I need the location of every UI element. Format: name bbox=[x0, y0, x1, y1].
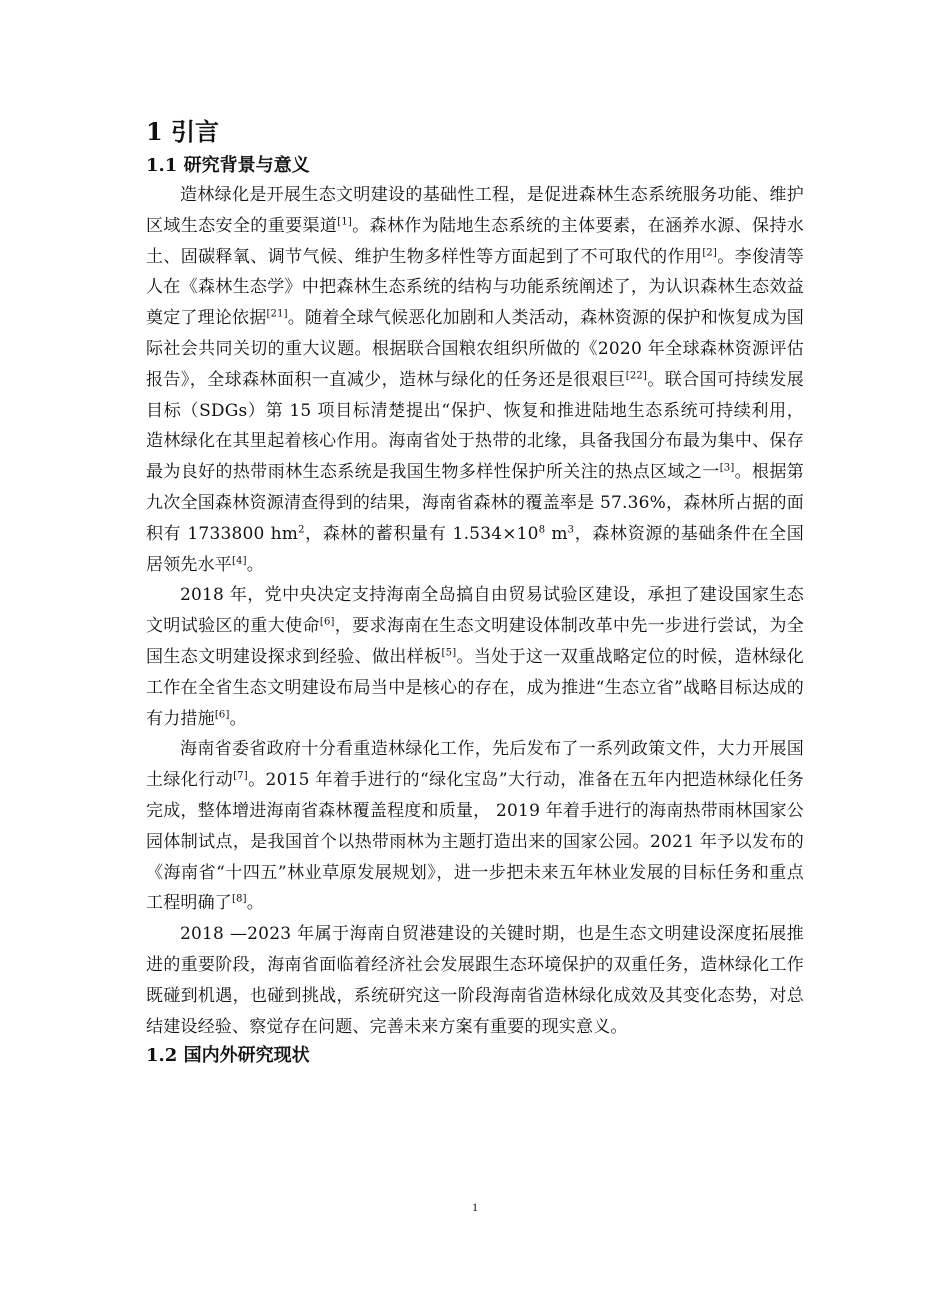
chapter-heading: 1 引言 bbox=[146, 117, 220, 146]
text-run: ，森林的蓄积量有 1.534×10 bbox=[304, 523, 539, 544]
superscript: 2 bbox=[298, 524, 305, 536]
superscript: [6] bbox=[214, 708, 230, 720]
superscript: [21] bbox=[266, 308, 288, 320]
text-run: m bbox=[545, 523, 568, 544]
superscript: [1] bbox=[337, 216, 352, 228]
superscript: [8] bbox=[232, 893, 247, 905]
text-run: 2018 年，党中央决定支持海南全岛搞自由贸易试验区建设，承担了建设国家生态文明试验区的重大使命 bbox=[146, 585, 804, 637]
text-run: 海南省委省政府十分看重造林绿化工作，先后发布了一系列政策文件，大力开展国土绿化行动 bbox=[146, 739, 804, 791]
superscript: [22] bbox=[625, 370, 648, 382]
text-run: 2018 —2023 年属于海南自贸港建设的关键时期，也是生态文明建设深度拓展推进的重要阶段，海南省面临着经济社会发展跟生态环境保护的双重任务，造林绿化工作既碰到机遇，也碰到挑战，系统研究这一阶段海南省造林绿化成效及其变化态势，对总结建设经验、察觉存在问题、完善未来方案有重要的现实意义。 bbox=[146, 924, 804, 1037]
page-number: 1 bbox=[472, 1200, 478, 1214]
body-paragraph bbox=[146, 734, 804, 919]
superscript: [2] bbox=[702, 246, 718, 258]
text-run: 。 bbox=[246, 554, 264, 575]
body-paragraph bbox=[146, 580, 804, 734]
text-run: 。森林作为陆地生态系统的主体要素，在涵养水源、保持水土、固碳释氧、调节气候、维护生物多样性等方面起到了不可取代的作用 bbox=[146, 215, 804, 267]
superscript: 8 bbox=[538, 524, 546, 536]
text-run: 。 bbox=[246, 893, 264, 914]
body-paragraph bbox=[146, 919, 804, 1042]
superscript: [3] bbox=[719, 462, 735, 474]
section-heading-1-2: 1.2 国内外研究现状 bbox=[146, 1045, 310, 1067]
page-content bbox=[146, 112, 804, 1070]
text-run: 。联合国可持续发展目标（SDGs）第 15 项目标清楚提出“保护、恢复和推进陆地生态系统可持续利用，造林绿化在其里起着核心作用。海南省处于热带的北缘，具备我国分布最为集中、保存最为良好的热带雨林生态系统是我国生物多样性保护所关注的热点区域之一 bbox=[146, 369, 804, 483]
text-run: 造林绿化是开展生态文明建设的基础性工程，是促进森林生态系统服务功能、维护区域生态安全的重要渠道 bbox=[146, 185, 804, 236]
section-1-1-body bbox=[146, 180, 804, 1042]
superscript: [4] bbox=[232, 554, 247, 566]
text-run: ，要求海南在生态文明建设体制改革中先一步进行尝试，为全国生态文明建设探求到经验、做出样板 bbox=[146, 616, 805, 667]
text-run: ，森林资源的基础条件在全国居领先水平 bbox=[146, 523, 804, 575]
superscript: [5] bbox=[441, 647, 457, 659]
text-run: 。根据第九次全国森林资源清查得到的结果，海南省森林的覆盖率是 57.36%，森林所占据的面积有 1733800 hm bbox=[146, 462, 804, 544]
text-run: 。当处于这一双重战略定位的时候，造林绿化工作在全省生态文明建设布局当中是核心的存在，成为推进“生态立省”战略目标达成的有力措施 bbox=[146, 646, 805, 729]
superscript: [6] bbox=[319, 616, 335, 628]
text-run: 。随着全球气候恶化加剧和人类活动，森林资源的保护和恢复成为国际社会共同关切的重大议题。根据联合国粮农组织所做的《2020 年全球森林资源评估报告》，全球森林面积一直减少，造林与绿化的任务还是很艰巨 bbox=[146, 308, 804, 390]
text-run: 。李俊清等人在《森林生态学》中把森林生态系统的结构与功能系统阐述了，为认识森林生态效益奠定了理论依据 bbox=[146, 246, 805, 329]
superscript: [7] bbox=[233, 770, 248, 782]
text-run: 。2015 年着手进行的“绿化宝岛”大行动，准备在五年内把造林绿化任务完成，整体增进海南省森林覆盖程度和质量， 2019 年着手进行的海南热带雨林国家公园体制试点，是我国首个以热带雨林为主题打造出来的国家公园。2021 年予以发布的《海南省“十四五”林业草原发展规划》，进一步把未来五年林业发展的目标任务和重点工程明确了 bbox=[146, 770, 804, 914]
superscript: 3 bbox=[567, 524, 575, 536]
section-heading-1-1: 1.1 研究背景与意义 bbox=[146, 155, 310, 176]
text-run: 。 bbox=[229, 708, 247, 729]
body-paragraph bbox=[146, 180, 804, 580]
